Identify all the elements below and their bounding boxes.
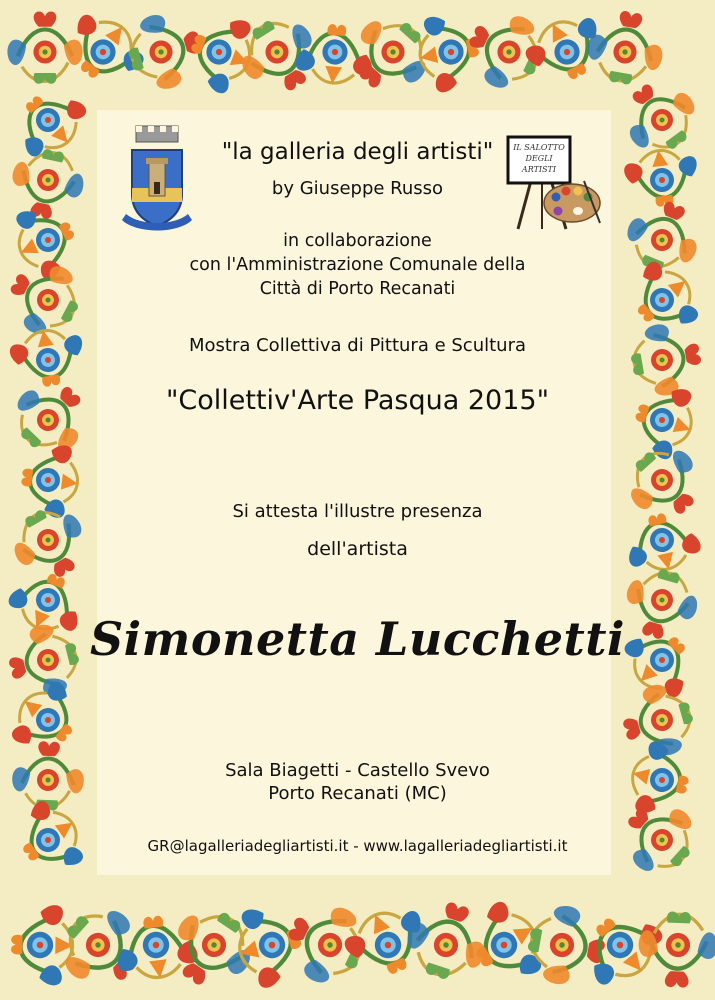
salotto-sign-line-2: DEGLI — [525, 154, 553, 163]
salotto-sign-line-3: ARTISTI — [521, 165, 557, 174]
collaboration-line: in collaborazione — [283, 231, 432, 251]
collaboration-block — [0, 229, 715, 301]
salotto-sign-line-1: IL SALOTTO — [513, 143, 565, 152]
venue-line: Porto Recanati (MC) — [268, 783, 447, 804]
contact-info: GR@lagalleriadegliartisti.it - www.lagalleriadegliartisti.it — [147, 837, 568, 855]
venue-block — [0, 759, 715, 805]
organizer-byline: by Giuseppe Russo — [271, 178, 444, 199]
exhibition-name: "Collettiv'Arte Pasqua 2015" — [165, 385, 550, 416]
collaboration-line: con l'Amministrazione Comunale della — [189, 255, 526, 275]
collaboration-line: Città di Porto Recanati — [259, 279, 456, 299]
venue-line: Sala Biagetti - Castello Svevo — [225, 760, 490, 781]
organizer-title: "la galleria degli artisti" — [221, 139, 494, 165]
attestation-text: Si attesta l'illustre presenza — [232, 501, 483, 522]
exhibition-type: Mostra Collettiva di Pittura e Scultura — [188, 335, 527, 356]
artist-name: Simonetta Lucchetti — [89, 612, 626, 666]
artist-prefix: dell'artista — [307, 538, 408, 560]
